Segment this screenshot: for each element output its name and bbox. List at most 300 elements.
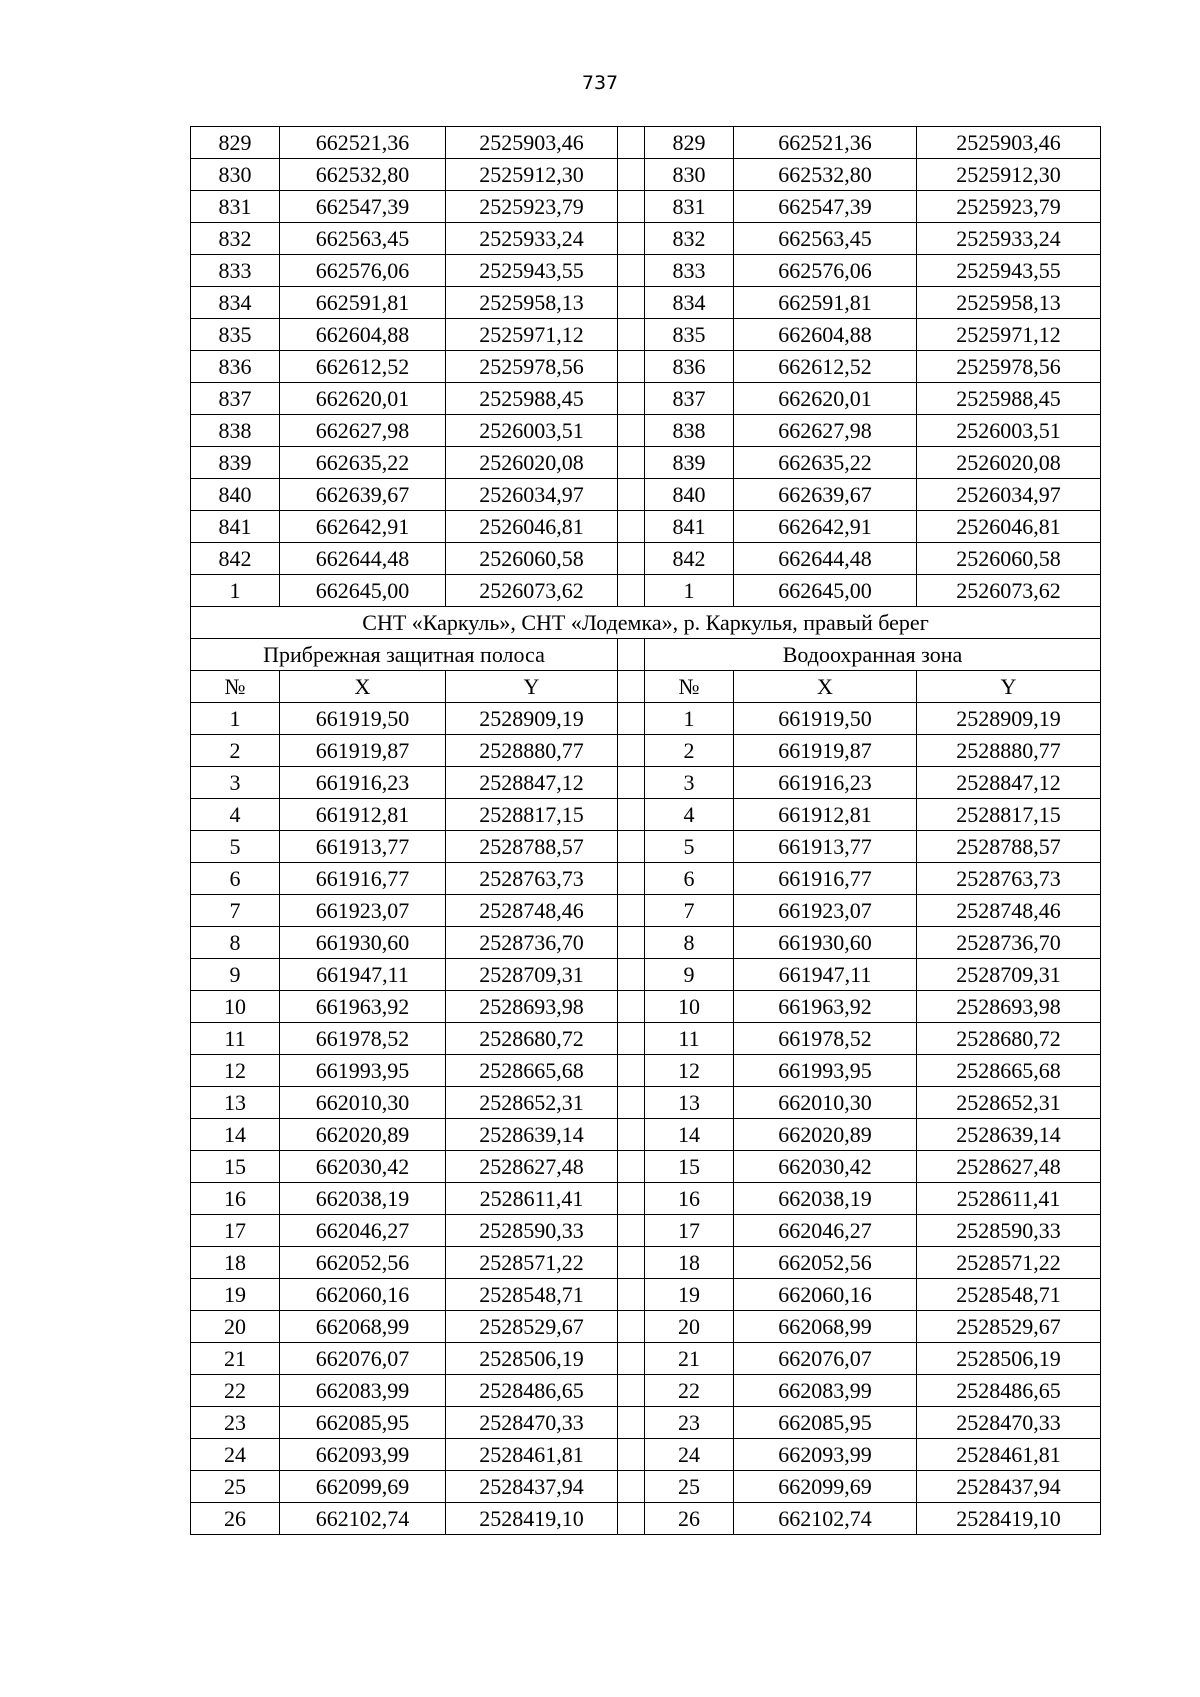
table-row	[191, 1279, 1101, 1311]
table-row	[191, 415, 1101, 447]
y-coordinate-left: 2525958,13	[446, 287, 618, 319]
point-number-right: 20	[645, 1311, 734, 1343]
x-coordinate-right: 662612,52	[734, 351, 917, 383]
y-coordinate-right: 2528665,68	[917, 1055, 1101, 1087]
y-coordinate-left: 2526003,51	[446, 415, 618, 447]
y-coordinate-left: 2528506,19	[446, 1343, 618, 1375]
x-coordinate-left: 662052,56	[280, 1247, 446, 1279]
x-coordinate-right: 662060,16	[734, 1279, 917, 1311]
gap-cell	[618, 127, 645, 159]
y-coordinate-right: 2526034,97	[917, 479, 1101, 511]
point-number-right: 5	[645, 831, 734, 863]
x-coordinate-left: 661916,23	[280, 767, 446, 799]
x-coordinate-left: 661916,77	[280, 863, 446, 895]
x-coordinate-left: 662083,99	[280, 1375, 446, 1407]
table-row	[191, 831, 1101, 863]
x-coordinate-left: 662563,45	[280, 223, 446, 255]
table-row	[191, 351, 1101, 383]
y-coordinate-left: 2528680,72	[446, 1023, 618, 1055]
y-coordinate-left: 2528590,33	[446, 1215, 618, 1247]
table-row	[191, 1503, 1101, 1535]
y-coordinate-right: 2525903,46	[917, 127, 1101, 159]
x-coordinate-right: 662604,88	[734, 319, 917, 351]
x-coordinate-left: 661919,87	[280, 735, 446, 767]
y-coordinate-left: 2528652,31	[446, 1087, 618, 1119]
point-number-left: 26	[191, 1503, 280, 1535]
point-number-right: 833	[645, 255, 734, 287]
point-number-right: 2	[645, 735, 734, 767]
point-number-right: 21	[645, 1343, 734, 1375]
gap-cell	[618, 927, 645, 959]
point-number-left: 834	[191, 287, 280, 319]
y-coordinate-left: 2525943,55	[446, 255, 618, 287]
x-coordinate-right: 662010,30	[734, 1087, 917, 1119]
point-number-left: 21	[191, 1343, 280, 1375]
x-coordinate-left: 662076,07	[280, 1343, 446, 1375]
x-coordinate-right: 662102,74	[734, 1503, 917, 1535]
point-number-left: 10	[191, 991, 280, 1023]
y-coordinate-right: 2528611,41	[917, 1183, 1101, 1215]
x-coordinate-right: 661963,92	[734, 991, 917, 1023]
table-row	[191, 543, 1101, 575]
x-coordinate-left: 661912,81	[280, 799, 446, 831]
y-coordinate-right: 2528548,71	[917, 1279, 1101, 1311]
x-coordinate-left: 662635,22	[280, 447, 446, 479]
y-coordinate-right: 2528486,65	[917, 1375, 1101, 1407]
point-number-right: 18	[645, 1247, 734, 1279]
column-header-row	[191, 671, 1101, 703]
gap-cell	[618, 1055, 645, 1087]
point-number-right: 13	[645, 1087, 734, 1119]
point-number-left: 4	[191, 799, 280, 831]
table-row	[191, 159, 1101, 191]
col-y-left: Y	[446, 671, 618, 703]
y-coordinate-left: 2528880,77	[446, 735, 618, 767]
y-coordinate-left: 2528571,22	[446, 1247, 618, 1279]
x-coordinate-right: 662635,22	[734, 447, 917, 479]
table-row	[191, 191, 1101, 223]
col-y-right: Y	[917, 671, 1101, 703]
point-number-left: 18	[191, 1247, 280, 1279]
x-coordinate-right: 662620,01	[734, 383, 917, 415]
x-coordinate-left: 662591,81	[280, 287, 446, 319]
table-row	[191, 1471, 1101, 1503]
gap-cell	[618, 799, 645, 831]
y-coordinate-left: 2528639,14	[446, 1119, 618, 1151]
y-coordinate-right: 2528788,57	[917, 831, 1101, 863]
y-coordinate-left: 2528693,98	[446, 991, 618, 1023]
gap-cell	[618, 1215, 645, 1247]
point-number-left: 25	[191, 1471, 280, 1503]
y-coordinate-left: 2528461,81	[446, 1439, 618, 1471]
y-coordinate-left: 2528817,15	[446, 799, 618, 831]
gap-cell	[618, 223, 645, 255]
point-number-left: 829	[191, 127, 280, 159]
y-coordinate-right: 2528680,72	[917, 1023, 1101, 1055]
point-number-right: 832	[645, 223, 734, 255]
gap-cell	[618, 1247, 645, 1279]
gap-cell	[618, 639, 645, 671]
table-row	[191, 1247, 1101, 1279]
table-row	[191, 223, 1101, 255]
x-coordinate-left: 662010,30	[280, 1087, 446, 1119]
y-coordinate-right: 2528748,46	[917, 895, 1101, 927]
point-number-left: 835	[191, 319, 280, 351]
y-coordinate-right: 2528470,33	[917, 1407, 1101, 1439]
x-coordinate-right: 661993,95	[734, 1055, 917, 1087]
point-number-left: 842	[191, 543, 280, 575]
gap-cell	[618, 1183, 645, 1215]
gap-cell	[618, 1087, 645, 1119]
gap-cell	[618, 255, 645, 287]
table-row	[191, 1055, 1101, 1087]
y-coordinate-right: 2528909,19	[917, 703, 1101, 735]
table-row	[191, 287, 1101, 319]
zone-left-title: Прибрежная защитная полоса	[191, 639, 618, 671]
y-coordinate-right: 2525958,13	[917, 287, 1101, 319]
zone-right-title: Водоохранная зона	[645, 639, 1101, 671]
table-row	[191, 255, 1101, 287]
gap-cell	[618, 1119, 645, 1151]
point-number-right: 834	[645, 287, 734, 319]
y-coordinate-left: 2525923,79	[446, 191, 618, 223]
x-coordinate-left: 662620,01	[280, 383, 446, 415]
x-coordinate-left: 662612,52	[280, 351, 446, 383]
y-coordinate-left: 2526073,62	[446, 575, 618, 607]
gap-cell	[618, 703, 645, 735]
point-number-right: 7	[645, 895, 734, 927]
point-number-right: 6	[645, 863, 734, 895]
gap-cell	[618, 735, 645, 767]
x-coordinate-left: 662645,00	[280, 575, 446, 607]
gap-cell	[618, 959, 645, 991]
point-number-right: 839	[645, 447, 734, 479]
gap-cell	[618, 1343, 645, 1375]
y-coordinate-right: 2528461,81	[917, 1439, 1101, 1471]
y-coordinate-right: 2528709,31	[917, 959, 1101, 991]
gap-cell	[618, 1375, 645, 1407]
gap-cell	[618, 991, 645, 1023]
point-number-right: 9	[645, 959, 734, 991]
table-row	[191, 511, 1101, 543]
point-number-right: 830	[645, 159, 734, 191]
x-coordinate-right: 661916,23	[734, 767, 917, 799]
point-number-left: 9	[191, 959, 280, 991]
point-number-left: 840	[191, 479, 280, 511]
y-coordinate-left: 2528748,46	[446, 895, 618, 927]
y-coordinate-left: 2528736,70	[446, 927, 618, 959]
point-number-left: 1	[191, 703, 280, 735]
table-row	[191, 1215, 1101, 1247]
coordinates-table	[190, 126, 1101, 1535]
point-number-left: 13	[191, 1087, 280, 1119]
y-coordinate-right: 2528419,10	[917, 1503, 1101, 1535]
y-coordinate-left: 2528486,65	[446, 1375, 618, 1407]
table-row	[191, 863, 1101, 895]
point-number-left: 2	[191, 735, 280, 767]
point-number-left: 833	[191, 255, 280, 287]
x-coordinate-right: 661923,07	[734, 895, 917, 927]
gap-cell	[618, 511, 645, 543]
y-coordinate-right: 2528627,48	[917, 1151, 1101, 1183]
x-coordinate-right: 662591,81	[734, 287, 917, 319]
gap-cell	[618, 831, 645, 863]
y-coordinate-right: 2526020,08	[917, 447, 1101, 479]
x-coordinate-left: 661978,52	[280, 1023, 446, 1055]
x-coordinate-right: 662576,06	[734, 255, 917, 287]
y-coordinate-left: 2528437,94	[446, 1471, 618, 1503]
y-coordinate-right: 2526003,51	[917, 415, 1101, 447]
y-coordinate-right: 2528590,33	[917, 1215, 1101, 1247]
x-coordinate-left: 661930,60	[280, 927, 446, 959]
x-coordinate-left: 662099,69	[280, 1471, 446, 1503]
y-coordinate-right: 2528817,15	[917, 799, 1101, 831]
bottom-rows	[191, 703, 1101, 1535]
x-coordinate-right: 661919,50	[734, 703, 917, 735]
page-number: 737	[581, 72, 619, 94]
gap-cell	[618, 543, 645, 575]
x-coordinate-right: 662093,99	[734, 1439, 917, 1471]
x-coordinate-left: 661919,50	[280, 703, 446, 735]
point-number-right: 3	[645, 767, 734, 799]
gap-cell	[618, 1279, 645, 1311]
x-coordinate-right: 662521,36	[734, 127, 917, 159]
point-number-right: 840	[645, 479, 734, 511]
table-row	[191, 895, 1101, 927]
y-coordinate-left: 2528470,33	[446, 1407, 618, 1439]
table-row	[191, 703, 1101, 735]
x-coordinate-left: 662060,16	[280, 1279, 446, 1311]
point-number-right: 15	[645, 1151, 734, 1183]
point-number-left: 24	[191, 1439, 280, 1471]
y-coordinate-left: 2528548,71	[446, 1279, 618, 1311]
table-row	[191, 575, 1101, 607]
point-number-right: 838	[645, 415, 734, 447]
point-number-left: 7	[191, 895, 280, 927]
y-coordinate-right: 2528652,31	[917, 1087, 1101, 1119]
y-coordinate-left: 2525912,30	[446, 159, 618, 191]
table-row	[191, 1343, 1101, 1375]
x-coordinate-left: 662038,19	[280, 1183, 446, 1215]
y-coordinate-right: 2528693,98	[917, 991, 1101, 1023]
table-row	[191, 767, 1101, 799]
zone-row	[191, 639, 1101, 671]
point-number-left: 15	[191, 1151, 280, 1183]
gap-cell	[618, 1023, 645, 1055]
gap-cell	[618, 1503, 645, 1535]
point-number-right: 1	[645, 703, 734, 735]
point-number-left: 838	[191, 415, 280, 447]
x-coordinate-right: 662030,42	[734, 1151, 917, 1183]
x-coordinate-left: 662604,88	[280, 319, 446, 351]
x-coordinate-left: 662030,42	[280, 1151, 446, 1183]
x-coordinate-right: 662038,19	[734, 1183, 917, 1215]
point-number-right: 10	[645, 991, 734, 1023]
point-number-right: 19	[645, 1279, 734, 1311]
x-coordinate-right: 662076,07	[734, 1343, 917, 1375]
y-coordinate-left: 2526020,08	[446, 447, 618, 479]
x-coordinate-right: 661912,81	[734, 799, 917, 831]
x-coordinate-right: 661978,52	[734, 1023, 917, 1055]
y-coordinate-left: 2528909,19	[446, 703, 618, 735]
col-num-right: №	[645, 671, 734, 703]
y-coordinate-left: 2528709,31	[446, 959, 618, 991]
y-coordinate-right: 2525943,55	[917, 255, 1101, 287]
y-coordinate-right: 2528639,14	[917, 1119, 1101, 1151]
x-coordinate-left: 661947,11	[280, 959, 446, 991]
y-coordinate-left: 2528419,10	[446, 1503, 618, 1535]
y-coordinate-left: 2525933,24	[446, 223, 618, 255]
point-number-right: 17	[645, 1215, 734, 1247]
y-coordinate-right: 2526046,81	[917, 511, 1101, 543]
point-number-left: 8	[191, 927, 280, 959]
x-coordinate-left: 661913,77	[280, 831, 446, 863]
x-coordinate-left: 662639,67	[280, 479, 446, 511]
x-coordinate-left: 662068,99	[280, 1311, 446, 1343]
section-title-row	[191, 607, 1101, 639]
y-coordinate-right: 2528736,70	[917, 927, 1101, 959]
table-row	[191, 927, 1101, 959]
point-number-left: 5	[191, 831, 280, 863]
point-number-right: 26	[645, 1503, 734, 1535]
point-number-left: 19	[191, 1279, 280, 1311]
point-number-right: 836	[645, 351, 734, 383]
x-coordinate-right: 662099,69	[734, 1471, 917, 1503]
table-row	[191, 1311, 1101, 1343]
y-coordinate-left: 2525988,45	[446, 383, 618, 415]
x-coordinate-right: 662046,27	[734, 1215, 917, 1247]
table-row	[191, 1023, 1101, 1055]
x-coordinate-right: 662020,89	[734, 1119, 917, 1151]
table-row	[191, 1183, 1101, 1215]
point-number-right: 23	[645, 1407, 734, 1439]
gap-cell	[618, 767, 645, 799]
x-coordinate-right: 662547,39	[734, 191, 917, 223]
gap-cell	[618, 1471, 645, 1503]
gap-cell	[618, 479, 645, 511]
gap-cell	[618, 159, 645, 191]
y-coordinate-left: 2528665,68	[446, 1055, 618, 1087]
point-number-left: 11	[191, 1023, 280, 1055]
table-row	[191, 319, 1101, 351]
point-number-left: 837	[191, 383, 280, 415]
gap-cell	[618, 1407, 645, 1439]
point-number-left: 831	[191, 191, 280, 223]
gap-cell	[618, 447, 645, 479]
table-row	[191, 1151, 1101, 1183]
y-coordinate-right: 2528571,22	[917, 1247, 1101, 1279]
y-coordinate-right: 2528847,12	[917, 767, 1101, 799]
table-row	[191, 959, 1101, 991]
y-coordinate-left: 2525903,46	[446, 127, 618, 159]
y-coordinate-left: 2528788,57	[446, 831, 618, 863]
point-number-right: 829	[645, 127, 734, 159]
x-coordinate-right: 662052,56	[734, 1247, 917, 1279]
y-coordinate-right: 2528506,19	[917, 1343, 1101, 1375]
x-coordinate-left: 662085,95	[280, 1407, 446, 1439]
gap-cell	[618, 1439, 645, 1471]
col-x-right: X	[734, 671, 917, 703]
x-coordinate-left: 662627,98	[280, 415, 446, 447]
gap-cell	[618, 287, 645, 319]
gap-cell	[618, 415, 645, 447]
table-row	[191, 1375, 1101, 1407]
y-coordinate-left: 2528611,41	[446, 1183, 618, 1215]
x-coordinate-right: 661919,87	[734, 735, 917, 767]
gap-cell	[618, 1151, 645, 1183]
x-coordinate-right: 661947,11	[734, 959, 917, 991]
point-number-right: 24	[645, 1439, 734, 1471]
x-coordinate-right: 662068,99	[734, 1311, 917, 1343]
x-coordinate-right: 662639,67	[734, 479, 917, 511]
point-number-right: 8	[645, 927, 734, 959]
x-coordinate-right: 662645,00	[734, 575, 917, 607]
y-coordinate-right: 2526060,58	[917, 543, 1101, 575]
x-coordinate-left: 662102,74	[280, 1503, 446, 1535]
col-x-left: X	[280, 671, 446, 703]
x-coordinate-right: 662083,99	[734, 1375, 917, 1407]
y-coordinate-right: 2528529,67	[917, 1311, 1101, 1343]
x-coordinate-right: 662644,48	[734, 543, 917, 575]
y-coordinate-right: 2525978,56	[917, 351, 1101, 383]
y-coordinate-right: 2525923,79	[917, 191, 1101, 223]
point-number-right: 11	[645, 1023, 734, 1055]
point-number-right: 16	[645, 1183, 734, 1215]
x-coordinate-right: 662532,80	[734, 159, 917, 191]
point-number-right: 14	[645, 1119, 734, 1151]
table-row	[191, 1407, 1101, 1439]
gap-cell	[618, 351, 645, 383]
x-coordinate-left: 662576,06	[280, 255, 446, 287]
point-number-right: 12	[645, 1055, 734, 1087]
point-number-left: 1	[191, 575, 280, 607]
y-coordinate-left: 2525971,12	[446, 319, 618, 351]
gap-cell	[618, 895, 645, 927]
y-coordinate-right: 2525988,45	[917, 383, 1101, 415]
point-number-right: 841	[645, 511, 734, 543]
x-coordinate-right: 661913,77	[734, 831, 917, 863]
y-coordinate-right: 2525933,24	[917, 223, 1101, 255]
point-number-right: 4	[645, 799, 734, 831]
col-num-left: №	[191, 671, 280, 703]
gap-cell	[618, 191, 645, 223]
table-row	[191, 383, 1101, 415]
x-coordinate-right: 661916,77	[734, 863, 917, 895]
point-number-left: 841	[191, 511, 280, 543]
table-row	[191, 1439, 1101, 1471]
y-coordinate-left: 2526060,58	[446, 543, 618, 575]
top-rows	[191, 127, 1101, 607]
x-coordinate-left: 661963,92	[280, 991, 446, 1023]
y-coordinate-left: 2526034,97	[446, 479, 618, 511]
y-coordinate-right: 2525912,30	[917, 159, 1101, 191]
gap-cell	[618, 319, 645, 351]
point-number-left: 832	[191, 223, 280, 255]
x-coordinate-right: 662085,95	[734, 1407, 917, 1439]
table-row	[191, 447, 1101, 479]
point-number-right: 842	[645, 543, 734, 575]
x-coordinate-left: 662644,48	[280, 543, 446, 575]
y-coordinate-left: 2528763,73	[446, 863, 618, 895]
table-row	[191, 1087, 1101, 1119]
point-number-left: 6	[191, 863, 280, 895]
y-coordinate-left: 2528847,12	[446, 767, 618, 799]
x-coordinate-left: 662093,99	[280, 1439, 446, 1471]
table-row	[191, 479, 1101, 511]
table-row	[191, 735, 1101, 767]
gap-cell	[618, 863, 645, 895]
y-coordinate-left: 2528529,67	[446, 1311, 618, 1343]
